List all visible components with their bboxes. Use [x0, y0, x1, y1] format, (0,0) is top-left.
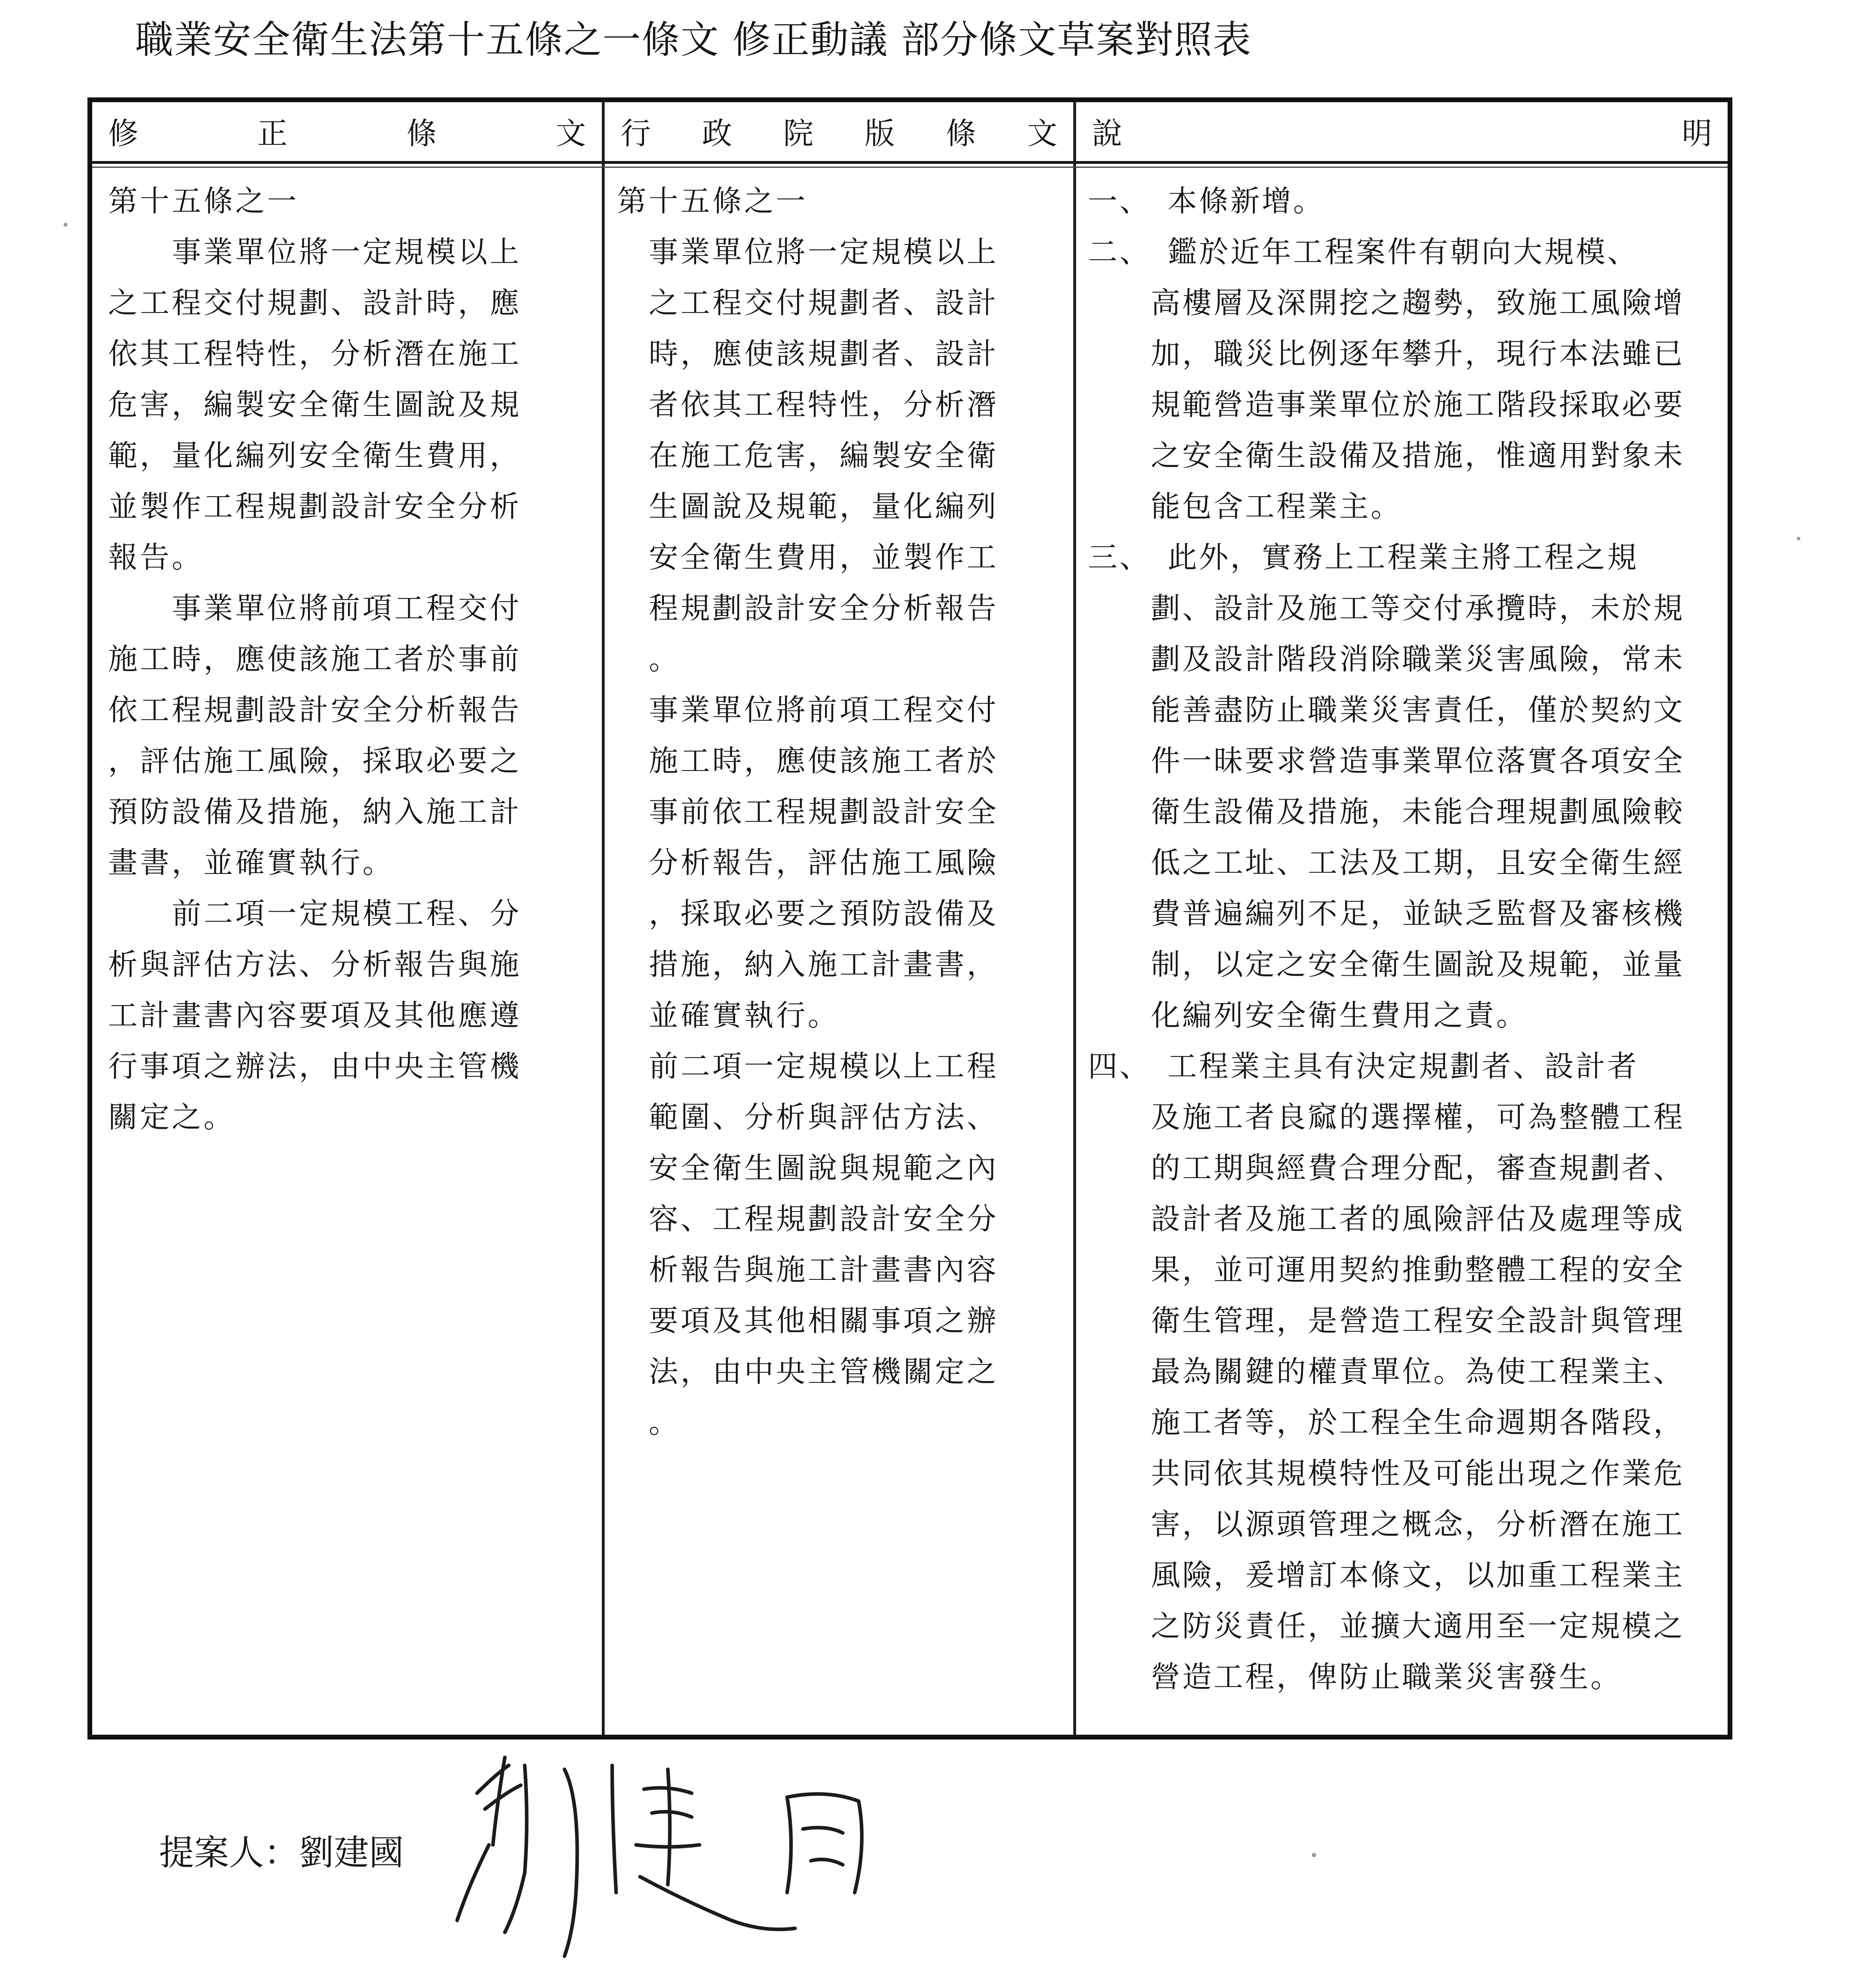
text-line: 高樓層及深開挖之趨勢，致施工風險增: [1088, 286, 1685, 320]
document-title: 職業安全衛生法第十五條之一條文 修正動議 部分條文草案對照表: [135, 17, 1252, 62]
text-line: 並確實執行。: [617, 998, 840, 1033]
scan-speck: [1797, 537, 1800, 540]
text-line: 。: [617, 1406, 681, 1440]
text-line: 並製作工程規劃設計安全分析: [108, 489, 522, 524]
text-line: 低之工址、工法及工期，且安全衛生經: [1088, 846, 1685, 880]
text-line: 劃、設計及施工等交付承攬時，未於規: [1088, 591, 1685, 625]
explanation-column: [1088, 176, 1724, 1703]
proposer-signature: [445, 1741, 922, 1964]
text-line: 營造工程，俾防止職業災害發生。: [1088, 1660, 1622, 1694]
header-rule: [92, 161, 1728, 164]
text-line: 施工時，應使該施工者於: [617, 744, 999, 778]
text-line: 法，由中央主管機關定之: [617, 1355, 999, 1389]
text-line: 風險，爰增訂本條文，以加重工程業主: [1088, 1558, 1685, 1592]
text-line: 之工程交付規劃、設計時，應: [108, 286, 522, 320]
text-line: ，採取必要之預防設備及: [617, 897, 999, 931]
text-line: 衛生設備及措施，未能合理規劃風險較: [1088, 795, 1685, 829]
text-line: 事業單位將一定規模以上: [108, 235, 522, 269]
text-line: 三、 此外，實務上工程業主將工程之規: [1088, 540, 1639, 575]
text-line: 第十五條之一: [108, 184, 299, 218]
text-line: 四、 工程業主具有決定規劃者、設計者: [1088, 1049, 1639, 1083]
header-char: 文: [555, 116, 586, 151]
text-line: 費普遍編列不足，並缺乏監督及審核機: [1088, 897, 1685, 931]
header-amended-text: [92, 106, 602, 161]
text-line: 關定之。: [108, 1100, 235, 1134]
executive-version-column: [617, 176, 1066, 1448]
header-char: 明: [1682, 116, 1712, 151]
text-line: 最為關鍵的權責單位。為使工程業主、: [1088, 1355, 1685, 1389]
text-line: 施工者等，於工程全生命週期各階段，: [1088, 1406, 1685, 1440]
header-executive-version: [605, 106, 1073, 161]
text-line: 危害，編製安全衛生圖說及規: [108, 388, 522, 422]
text-line: 果，並可運用契約推動整體工程的安全: [1088, 1253, 1685, 1287]
comparison-table: [87, 97, 1732, 1740]
text-line: 依工程規劃設計安全分析報告: [108, 693, 522, 727]
text-line: 之工程交付規劃者、設計: [617, 286, 999, 320]
text-line: 加，職災比例逐年攀升，現行本法雖已: [1088, 337, 1685, 371]
text-line: 事前依工程規劃設計安全: [617, 795, 999, 829]
header-char: 說: [1092, 116, 1122, 151]
text-line: 安全衛生費用，並製作工: [617, 540, 999, 575]
header-explanation: [1076, 106, 1728, 161]
text-line: 容、工程規劃設計安全分: [617, 1202, 999, 1236]
text-line: 事業單位將一定規模以上: [617, 235, 999, 269]
text-line: 要項及其他相關事項之辦: [617, 1304, 999, 1338]
text-line: 。: [617, 642, 681, 676]
text-line: 化編列安全衛生費用之責。: [1088, 998, 1528, 1033]
header-char: 行: [621, 116, 651, 151]
header-char: 院: [783, 116, 814, 151]
header-char: 政: [702, 116, 732, 151]
text-line: 措施，納入施工計畫書，: [617, 947, 999, 982]
text-line: 時，應使該規劃者、設計: [617, 337, 999, 371]
text-line: 安全衛生圖說與規範之內: [617, 1151, 999, 1185]
text-line: 之安全衛生設備及措施，惟適用對象未: [1088, 439, 1685, 473]
text-line: 依其工程特性，分析潛在施工: [108, 337, 522, 371]
text-line: 能善盡防止職業災害責任，僅於契約文: [1088, 693, 1685, 727]
column-divider: [602, 102, 605, 1735]
amended-text-column: [108, 176, 593, 1143]
text-line: 程規劃設計安全分析報告: [617, 591, 999, 625]
text-line: 生圖說及規範，量化編列: [617, 489, 999, 524]
scan-speck: [64, 223, 68, 227]
text-line: ，評估施工風險，採取必要之: [108, 744, 522, 778]
cosigner-signature: [398, 1972, 1129, 1988]
signature-area: [0, 1741, 1858, 1988]
header-rule-secondary: [92, 167, 1728, 168]
text-line: 二、 鑑於近年工程案件有朝向大規模、: [1088, 235, 1639, 269]
text-line: 前二項一定規模工程、分: [108, 897, 522, 931]
text-line: 畫書，並確實執行。: [108, 846, 394, 880]
text-line: 分析報告，評估施工風險: [617, 846, 999, 880]
text-line: 析與評估方法、分析報告與施: [108, 947, 522, 982]
text-line: 衛生管理，是營造工程安全設計與管理: [1088, 1304, 1685, 1338]
text-line: 一、 本條新增。: [1088, 184, 1325, 218]
text-line: 設計者及施工者的風險評估及處理等成: [1088, 1202, 1685, 1236]
text-line: 及施工者良窳的選擇權，可為整體工程: [1088, 1100, 1685, 1134]
text-line: 害，以源頭管理之概念，分析潛在施工: [1088, 1507, 1685, 1541]
text-line: 報告。: [108, 540, 204, 575]
header-char: 條: [946, 116, 976, 151]
text-line: 件一昧要求營造事業單位落實各項安全: [1088, 744, 1685, 778]
text-line: 行事項之辦法，由中央主管機: [108, 1049, 522, 1083]
proposer-label: 提案人：劉建國: [159, 1832, 404, 1873]
column-divider: [1073, 102, 1076, 1735]
text-line: 劃及設計階段消除職業災害風險，常未: [1088, 642, 1685, 676]
text-line: 第十五條之一: [617, 184, 808, 218]
text-line: 共同依其規模特性及可能出現之作業危: [1088, 1456, 1685, 1491]
header-char: 修: [108, 116, 138, 151]
text-line: 者依其工程特性，分析潛: [617, 388, 999, 422]
text-line: 能包含工程業主。: [1088, 489, 1402, 524]
text-line: 施工時，應使該施工者於事前: [108, 642, 522, 676]
text-line: 範，量化編列安全衛生費用，: [108, 439, 522, 473]
text-line: 在施工危害，編製安全衛: [617, 439, 999, 473]
text-line: 的工期與經費合理分配，審查規劃者、: [1088, 1151, 1685, 1185]
text-line: 之防災責任，並擴大適用至一定規模之: [1088, 1609, 1685, 1643]
text-line: 前二項一定規模以上工程: [617, 1049, 999, 1083]
header-char: 條: [406, 116, 437, 151]
text-line: 事業單位將前項工程交付: [108, 591, 522, 625]
header-char: 正: [257, 116, 288, 151]
header-char: 版: [864, 116, 895, 151]
text-line: 工計畫書內容要項及其他應遵: [108, 998, 522, 1033]
header-char: 文: [1027, 116, 1057, 151]
text-line: 事業單位將前項工程交付: [617, 693, 999, 727]
text-line: 制，以定之安全衛生圖說及規範，並量: [1088, 947, 1685, 982]
text-line: 預防設備及措施，納入施工計: [108, 795, 522, 829]
text-line: 規範營造事業單位於施工階段採取必要: [1088, 388, 1685, 422]
text-line: 析報告與施工計畫書內容: [617, 1253, 999, 1287]
text-line: 範圍、分析與評估方法、: [617, 1100, 999, 1134]
